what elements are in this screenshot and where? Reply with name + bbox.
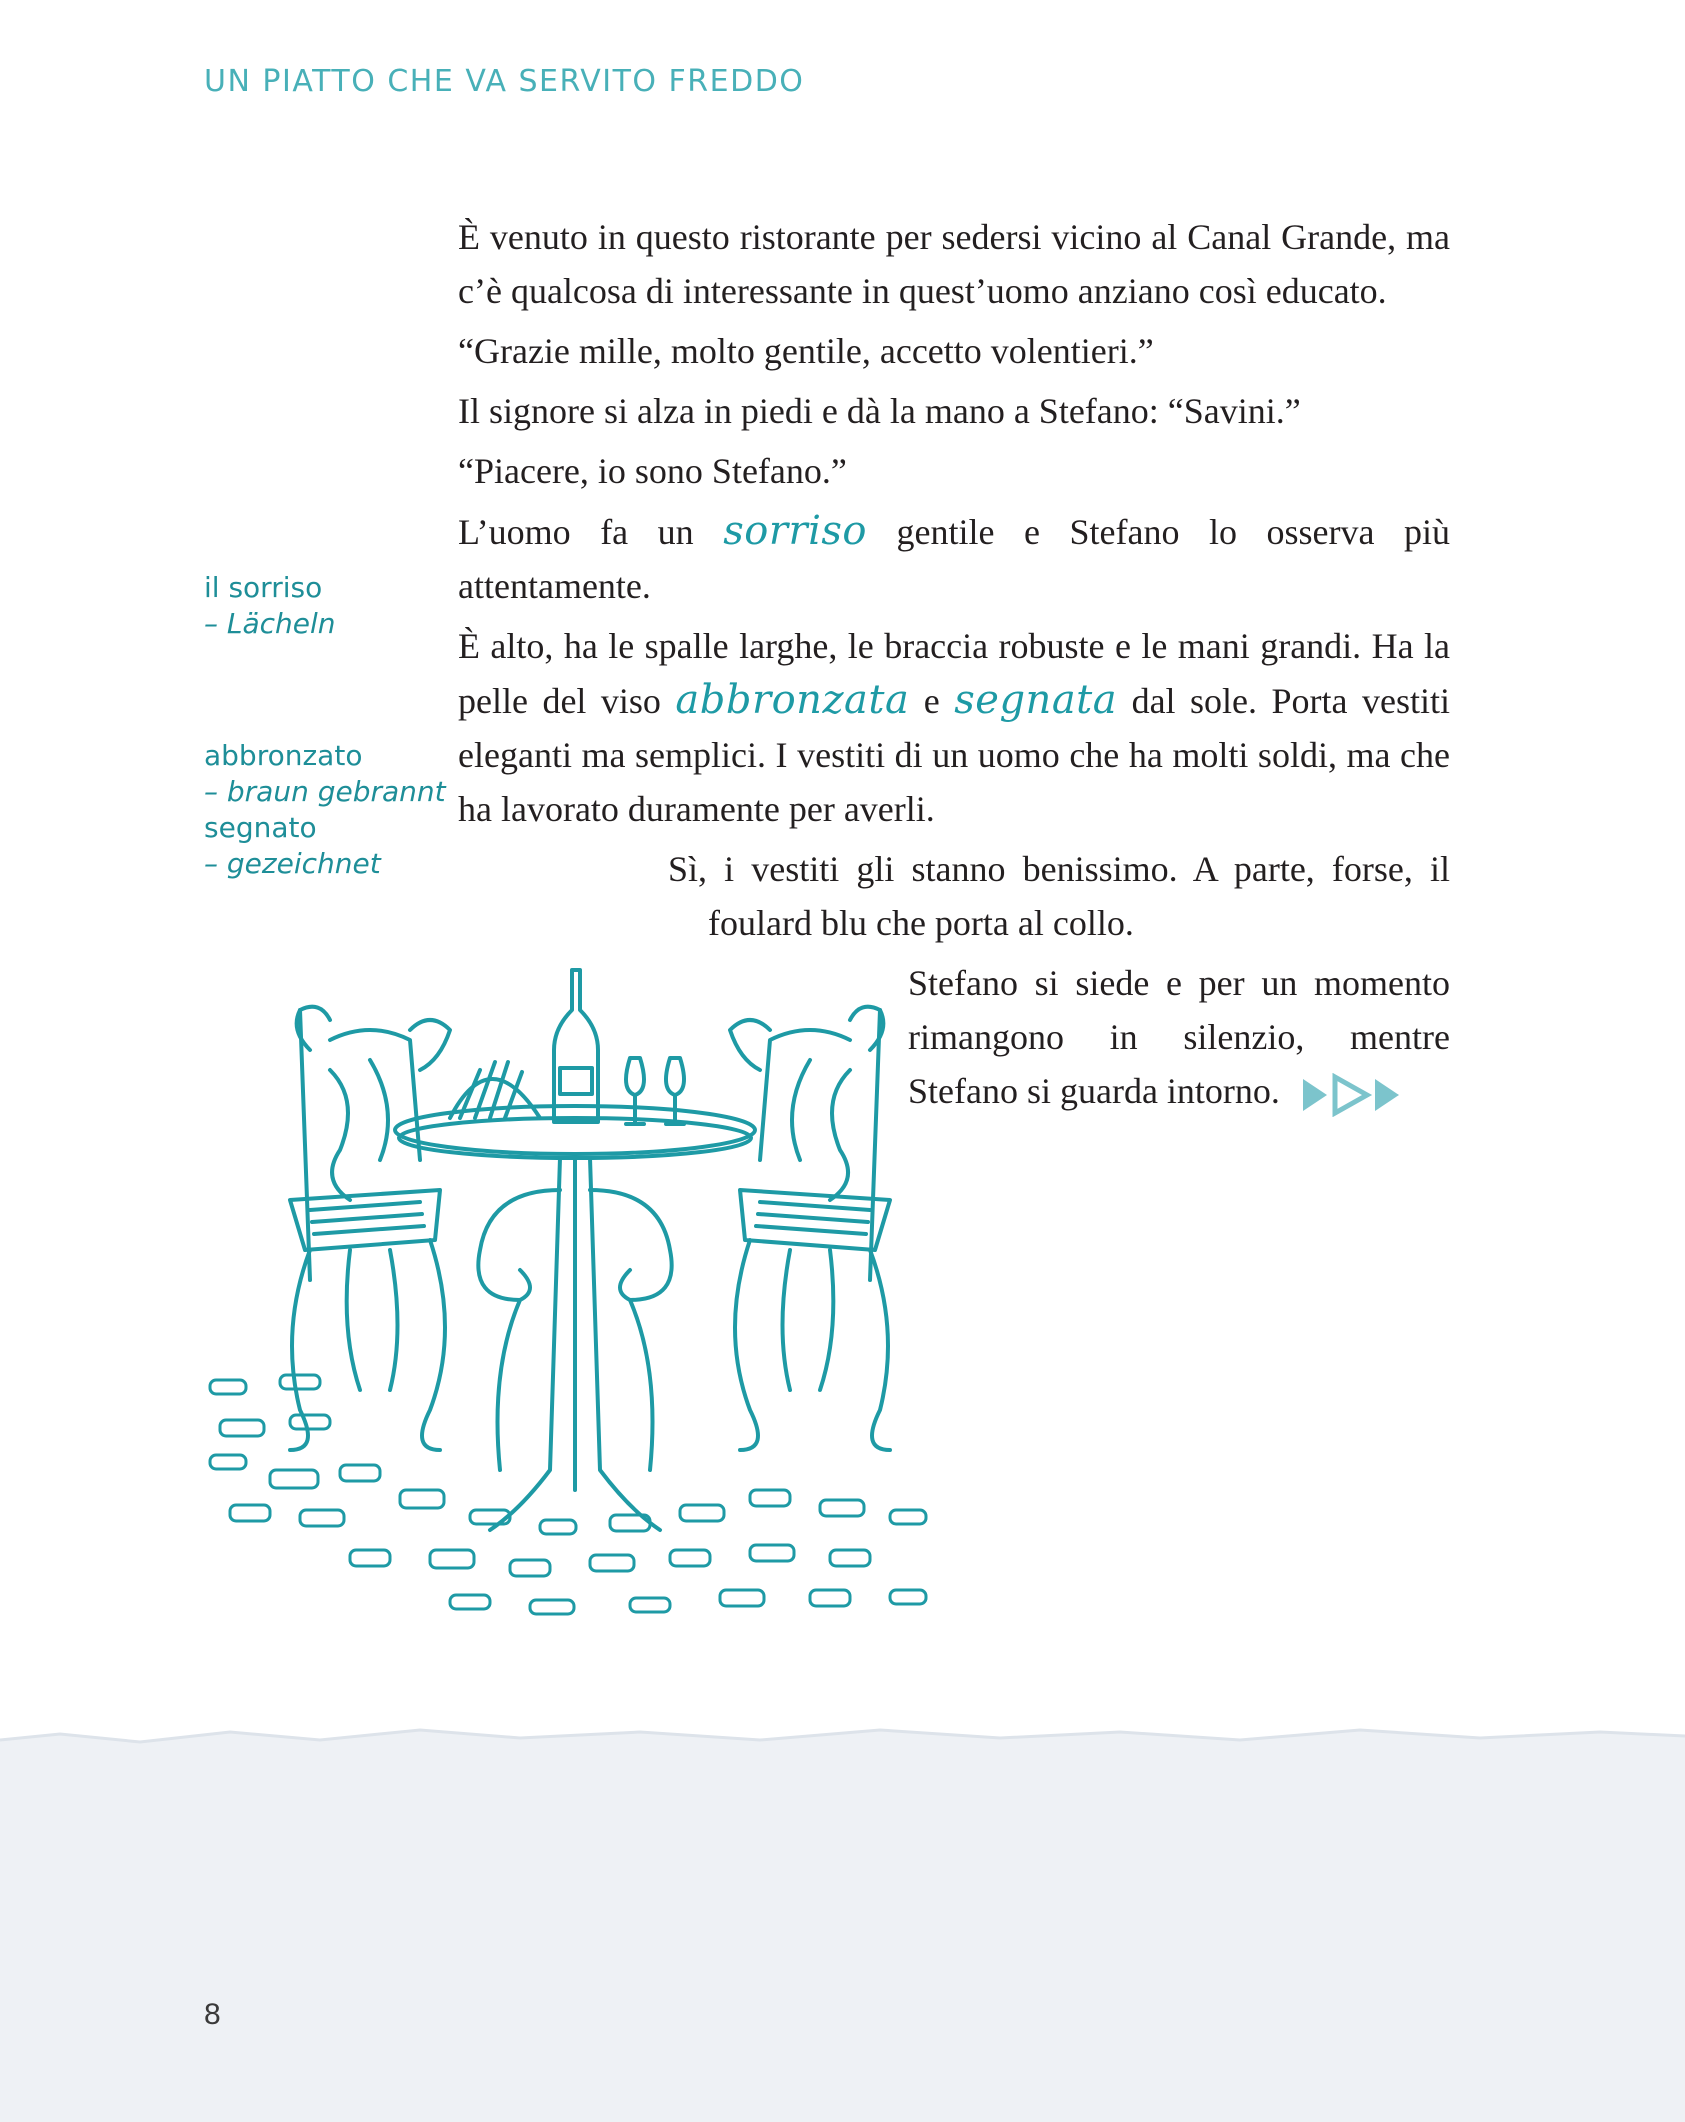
footer-band — [0, 1720, 1685, 2122]
paragraph-7: Sì, i vestiti gli stanno benissimo. A parte, forse, il foulard blu che porta al collo. — [668, 849, 1450, 943]
paragraph-6 — [458, 619, 1450, 836]
keyword-abbronzata: abbronzata — [675, 677, 910, 723]
paragraph-5-after: gentile e Stefano lo osserva più attentamente. — [458, 512, 1450, 606]
keyword-sorriso: sorriso — [723, 508, 867, 554]
paragraph-3: Il signore si alza in piedi e dà la mano a Stefano: “Savini.” — [458, 391, 1301, 431]
gloss-translation: – braun gebrannt — [204, 775, 446, 808]
paragraph-6-mid: e — [909, 681, 955, 721]
gloss-translation: – Lächeln — [204, 607, 336, 640]
gloss-translation: – gezeichnet — [204, 847, 381, 880]
paragraph-6-part1: È alto, ha le spalle larghe, le braccia robuste e le mani grandi. Ha la pelle del viso — [458, 626, 1450, 721]
paragraph-2: “Grazie mille, molto gentile, accetto volentieri.” — [458, 331, 1154, 371]
running-title: UN PIATTO CHE VA SERVITO FREDDO — [204, 64, 805, 99]
keyword-segnata: segnata — [954, 677, 1118, 723]
paragraph-8-text: Stefano si siede e per un momento rimangono in silenzio, mentre Stefano si guarda intorno. — [908, 963, 1450, 1111]
page-number: 8 — [204, 1998, 221, 2031]
gloss-abbronzato — [204, 738, 446, 882]
paragraph-1: È venuto in questo ristorante per sedersi vicino al Canal Grande, ma c’è qualcosa di interessante in quest’uomo anziano così educato. — [458, 217, 1450, 311]
paragraph-5 — [458, 504, 1450, 613]
gloss-term: segnato — [204, 811, 317, 844]
paragraph-4: “Piacere, io sono Stefano.” — [458, 451, 847, 491]
cafe-table-chairs-illustration — [190, 950, 990, 1630]
gloss-term: abbronzato — [204, 739, 363, 772]
paragraph-5-before: L’uomo fa un — [458, 512, 724, 552]
gloss-term: il sorriso — [204, 571, 323, 604]
continue-arrows-icon — [1301, 1073, 1405, 1117]
paragraph-6-part2: dal sole. Porta vestiti eleganti ma semplici. I vestiti di un uomo che ha molti soldi, ma che ha lavorato duramente per averli. — [458, 681, 1450, 829]
gloss-sorriso — [204, 570, 336, 642]
